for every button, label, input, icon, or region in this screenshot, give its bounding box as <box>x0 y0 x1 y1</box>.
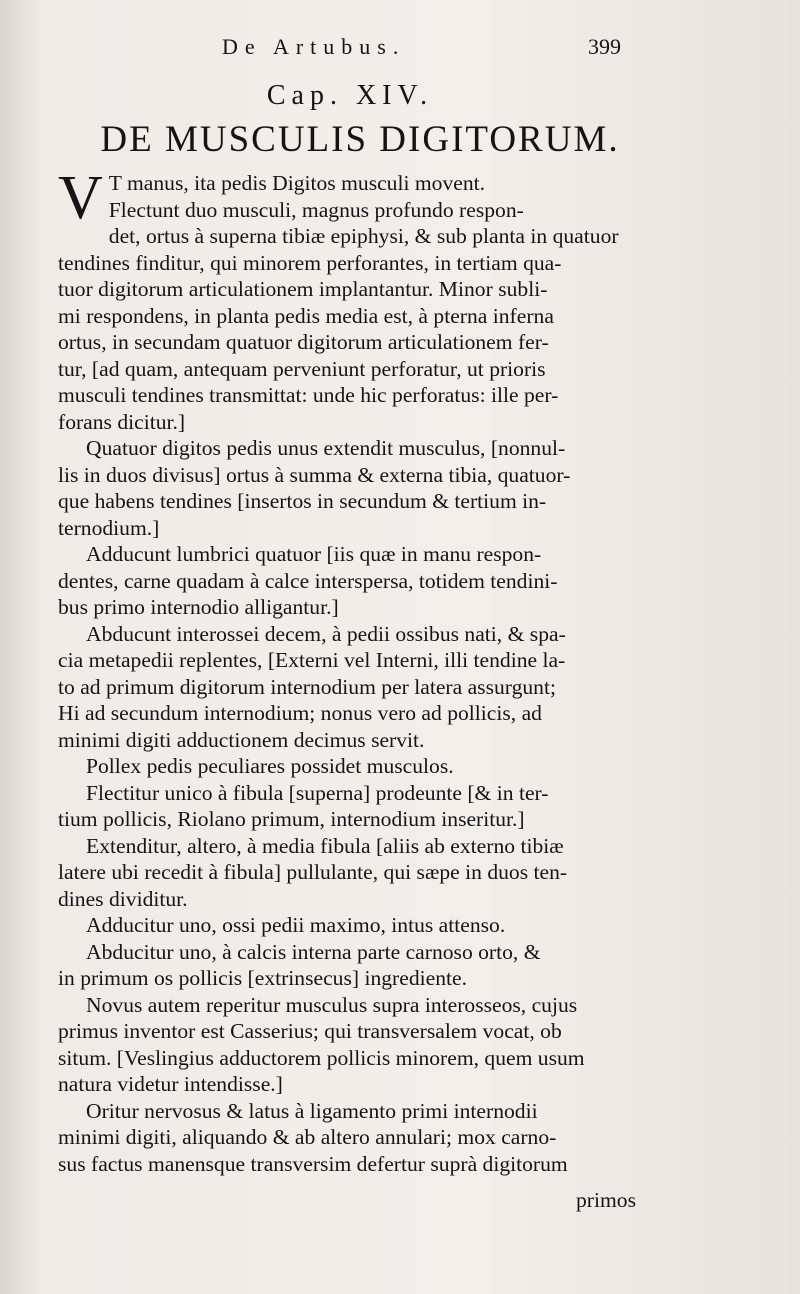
text-line: situm. [Veslingius adductorem pollicis minorem, quem usum <box>58 1045 585 1070</box>
paragraph <box>58 1098 642 1178</box>
text-line: tuor digitorum articulationem implantantur. Minor subli- <box>58 277 548 301</box>
text-line: Abducitur uno, à calcis interna parte carnoso orto, & <box>86 939 541 964</box>
text-line: Oritur nervosus & latus à ligamento primi internodii <box>86 1098 538 1123</box>
paragraph <box>58 939 642 992</box>
body-text <box>58 164 642 1177</box>
text-line: to ad primum digitorum internodium per latera assurgunt; <box>58 674 556 699</box>
text-line: dines dividitur. <box>58 886 188 911</box>
text-line: Abducunt interossei decem, à pedii ossibus nati, & spa- <box>86 621 566 646</box>
text-line: Hi ad secundum internodium; nonus vero ad pollicis, ad <box>58 701 542 725</box>
text-line: in primum os pollicis [extrinsecus] ingrediente. <box>58 966 467 990</box>
text-line: lis in duos divisus] ortus à summa & externa tibia, quatuor- <box>58 462 571 487</box>
text-line: minimi digiti, aliquando & ab altero annulari; mox carno- <box>58 1125 557 1149</box>
text-line: Flectunt duo musculi, magnus profundo respon- <box>108 197 524 222</box>
text-line: Pollex pedis peculiares possidet musculos. <box>86 754 454 778</box>
text-line: det, ortus à superna tibiæ epiphysi, & sub planta in quatuor <box>108 224 619 248</box>
text-line: Quatuor digitos pedis unus extendit musculus, [nonnul- <box>86 436 566 460</box>
text-line: minimi digiti adductionem decimus servit. <box>58 727 425 752</box>
drop-cap: V <box>58 164 103 232</box>
text-line: sus factus manensque transversim defertur suprà digitorum <box>58 1151 568 1176</box>
text-line: T manus, ita pedis Digitos musculi movent. <box>108 171 486 195</box>
paragraph <box>58 621 642 754</box>
running-head-title: De Artubus. <box>222 34 406 59</box>
section-title: DE MUSCULIS DIGITORUM. <box>100 119 620 160</box>
paragraph <box>58 992 642 1098</box>
paragraph <box>58 164 642 435</box>
text-line: latere ubi recedit à fibula] pullulante, qui sæpe in duos ten- <box>58 860 568 884</box>
text-line: Adducunt lumbrici quatuor [iis quæ in manu respon- <box>86 542 542 566</box>
text-line: bus primo internodio alligantur.] <box>58 595 339 619</box>
text-line: natura videtur intendisse.] <box>58 1072 283 1096</box>
paragraph <box>58 435 642 541</box>
paragraph <box>58 833 642 913</box>
page-number: 399 <box>588 34 621 59</box>
paragraph <box>58 912 642 939</box>
text-line: dentes, carne quadam à calce interspersa, totidem tendini- <box>58 568 558 593</box>
catchword: primos <box>576 1188 636 1212</box>
text-line: Novus autem reperitur musculus supra interosseos, cujus <box>86 992 578 1017</box>
text-line: ternodium.] <box>58 515 160 540</box>
text-line: musculi tendines transmittat: unde hic perforatus: ille per- <box>58 383 559 407</box>
text-line: tium pollicis, Riolano primum, internodium inseritur.] <box>58 807 525 831</box>
text-line: que habens tendines [insertos in secundum & tertium in- <box>58 489 547 513</box>
text-line: tur, [ad quam, antequam perveniunt perforatur, ut prioris <box>58 356 546 381</box>
paragraph <box>58 753 642 780</box>
chapter-heading: Cap. XIV. <box>266 80 434 111</box>
text-line: forans dicitur.] <box>58 409 186 434</box>
paragraph <box>58 780 642 833</box>
text-line: mi respondens, in planta pedis media est, à pterna inferna <box>58 303 554 328</box>
text-line: primus inventor est Casserius; qui transversalem vocat, ob <box>58 1019 562 1043</box>
text-line: Flectitur unico à fibula [superna] prodeunte [& in ter- <box>86 780 549 805</box>
running-head <box>0 34 800 64</box>
text-line: cia metapedii replentes, [Externi vel Interni, illi tendine la- <box>58 648 566 672</box>
text-line: Extenditur, altero, à media fibula [aliis ab externo tibiæ <box>86 833 564 858</box>
text-line: ortus, in secundam quatuor digitorum articulationem fer- <box>58 330 549 354</box>
text-line: tendines finditur, qui minorem perforantes, in tertiam qua- <box>58 250 562 275</box>
paragraph <box>58 541 642 621</box>
text-line: Adducitur uno, ossi pedii maximo, intus attenso. <box>86 913 506 937</box>
